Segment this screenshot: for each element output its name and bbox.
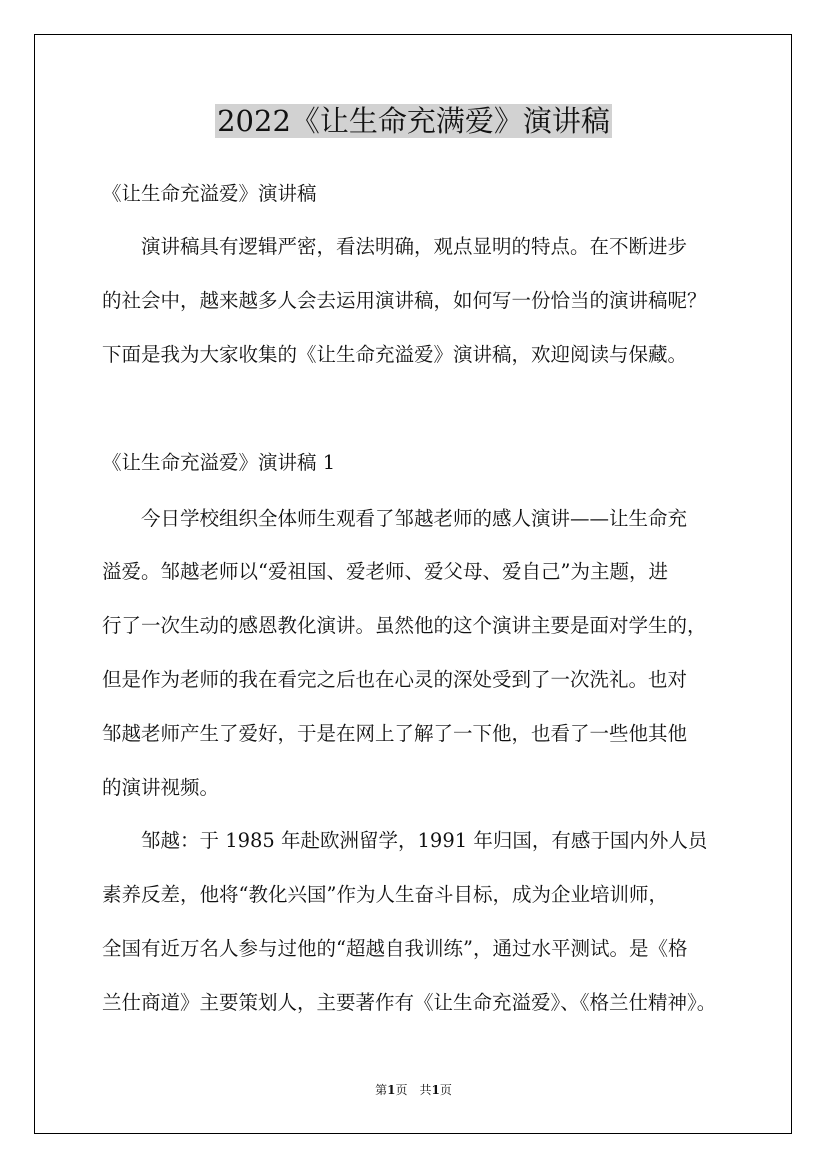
- paragraph-line: 素养反差，他将“教化兴国”作为人生奋斗目标，成为企业培训师，: [102, 883, 668, 906]
- paragraph-line: 溢爱。邹越老师以“爱祖国、爱老师、爱父母、爱自己”为主题，进: [102, 560, 668, 583]
- paragraph-line: 的社会中，越来越多人会去运用演讲稿，如何写一份恰当的演讲稿呢？: [102, 289, 707, 312]
- paragraph-line: 全国有近万名人参与过他的“超越自我训练”，通过水平测试。是《格: [102, 937, 688, 960]
- paragraph-line: 演讲稿具有逻辑严密，看法明确，观点显明的特点。在不断进步: [141, 235, 688, 258]
- paragraph-line: 今日学校组织全体师生观看了邹越老师的感人演讲——让生命充: [141, 507, 688, 530]
- document-title: 2022《让生命充满爱》演讲稿: [217, 104, 610, 138]
- footer-mid: 页 共: [395, 1083, 432, 1097]
- paragraph-line: 的演讲视频。: [102, 776, 220, 799]
- footer-prefix: 第: [375, 1083, 388, 1097]
- paragraph-line: 邹越老师产生了爱好，于是在网上了解了一下他，也看了一些他其他: [102, 722, 688, 745]
- subtitle-line: 《让生命充溢爱》演讲稿: [102, 182, 317, 205]
- paragraph-line: 兰仕商道》主要策划人，主要著作有《让生命充溢爱》、《格兰仕精神》。: [102, 991, 717, 1014]
- page-total: 1: [431, 1083, 440, 1097]
- section-heading: 《让生命充溢爱》演讲稿 1: [102, 451, 336, 474]
- paragraph-line: 邹越：于 1985 年赴欧洲留学，1991 年归国，有感于国内外人员: [141, 829, 708, 852]
- paragraph-line: 但是作为老师的我在看完之后也在心灵的深处受到了一次洗礼。也对: [102, 668, 688, 691]
- paragraph-line: 行了一次生动的感恩教化演讲。虽然他的这个演讲主要是面对学生的，: [102, 614, 707, 637]
- page-number: 1: [387, 1083, 396, 1097]
- page-footer: [0, 1082, 827, 1098]
- footer-suffix: 页: [439, 1083, 452, 1097]
- paragraph-line: 下面是我为大家收集的《让生命充溢爱》演讲稿，欢迎阅读与保藏。: [102, 343, 688, 366]
